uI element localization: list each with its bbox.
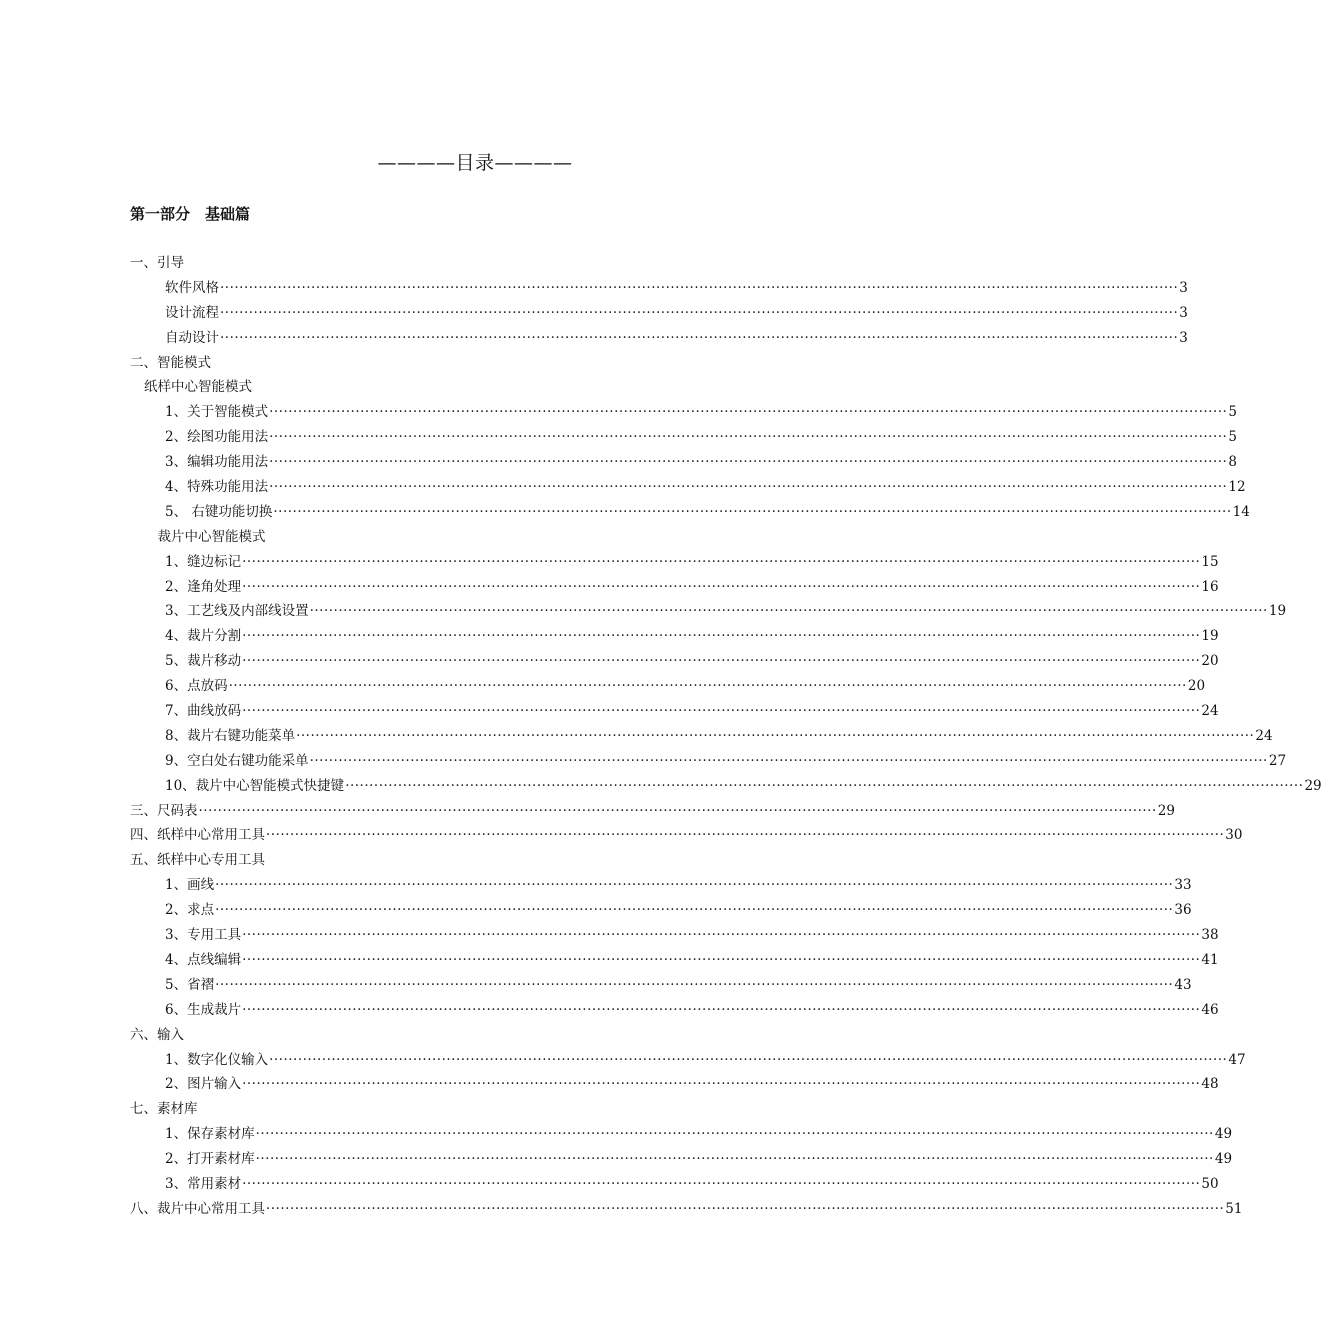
toc-entry-label: 2、打开素材库 — [165, 1151, 255, 1168]
toc-entry[interactable] — [0, 326, 1188, 351]
toc-page-number: 16 — [1201, 578, 1219, 595]
toc-page-number: 19 — [1201, 628, 1219, 645]
toc-page-number: 36 — [1174, 902, 1192, 919]
toc-leader-dots: ········································································································································································································ — [242, 1001, 1201, 1018]
toc-leader-dots: ········································································································································································································ — [198, 802, 1157, 819]
toc-leader-dots: ········································································································································································································ — [242, 553, 1201, 570]
toc-entry[interactable] — [0, 649, 1219, 674]
toc-leader-dots: ········································································································································································································ — [242, 951, 1201, 968]
toc-page-number: 8 — [1228, 454, 1237, 471]
toc-page-number: 29 — [1157, 802, 1175, 819]
toc-page-number: 47 — [1228, 1051, 1246, 1068]
toc-page-number: 33 — [1174, 877, 1192, 894]
toc-entry-label: 二、智能模式 — [130, 354, 211, 371]
toc-leader-dots: ········································································································································································································ — [345, 777, 1304, 794]
toc-leader-dots: ········································································································································································································ — [215, 976, 1174, 993]
toc-heading — [0, 525, 950, 550]
toc-leader-dots: ········································································································································································································ — [242, 653, 1201, 670]
toc-entry-label: 2、求点 — [165, 902, 215, 919]
toc-page-number: 48 — [1201, 1076, 1219, 1093]
toc-entry-label: 1、关于智能模式 — [165, 404, 269, 421]
toc-leader-dots: ········································································································································································································ — [242, 1175, 1201, 1192]
toc-entry[interactable] — [0, 550, 1219, 575]
toc-page-number: 43 — [1174, 976, 1192, 993]
toc-entry-label: 3、常用素材 — [165, 1175, 242, 1192]
toc-page-number: 50 — [1201, 1175, 1219, 1192]
toc-entry-label: 7、曲线放码 — [165, 703, 242, 720]
table-of-contents — [0, 251, 1322, 1222]
toc-leader-dots: ········································································································································································································ — [269, 1051, 1228, 1068]
toc-page-number: 3 — [1179, 279, 1188, 296]
toc-leader-dots: ········································································································································································································ — [269, 454, 1228, 471]
toc-entry-label: 3、工艺线及内部线设置 — [165, 603, 309, 620]
toc-entry[interactable] — [0, 1072, 1219, 1097]
toc-leader-dots: ········································································································································································································ — [215, 877, 1174, 894]
toc-leader-dots: ········································································································································································································ — [269, 429, 1228, 446]
toc-leader-dots: ········································································································································································································ — [228, 678, 1187, 695]
toc-leader-dots: ········································································································································································································ — [296, 727, 1255, 744]
toc-page-number: 20 — [1201, 653, 1219, 670]
toc-entry[interactable] — [0, 774, 1322, 799]
toc-heading — [0, 251, 950, 276]
toc-page-number: 15 — [1201, 553, 1219, 570]
toc-entry[interactable] — [0, 1122, 1233, 1147]
toc-entry[interactable] — [0, 400, 1237, 425]
toc-page-number: 24 — [1255, 727, 1273, 744]
toc-heading — [0, 1097, 950, 1122]
toc-leader-dots: ········································································································································································································ — [242, 628, 1201, 645]
toc-entry-label: 2、图片输入 — [165, 1076, 242, 1093]
toc-entry[interactable] — [0, 1048, 1246, 1073]
toc-entry-label: 4、点线编辑 — [165, 951, 242, 968]
toc-entry[interactable] — [0, 898, 1192, 923]
toc-page-number: 51 — [1225, 1200, 1243, 1217]
toc-leader-dots: ········································································································································································································ — [309, 752, 1268, 769]
toc-leader-dots: ········································································································································································································ — [266, 827, 1225, 844]
toc-page-number: 12 — [1228, 479, 1246, 496]
toc-entry-label: 纸样中心智能模式 — [144, 379, 252, 396]
toc-entry-label: 4、裁片分割 — [165, 628, 242, 645]
toc-leader-dots: ········································································································································································································ — [220, 304, 1179, 321]
toc-entry[interactable] — [0, 923, 1219, 948]
toc-entry-label: 6、生成裁片 — [165, 1001, 242, 1018]
toc-leader-dots: ········································································································································································································ — [215, 902, 1174, 919]
toc-entry[interactable] — [0, 276, 1188, 301]
toc-entry-label: 一、引导 — [130, 255, 184, 271]
toc-leader-dots: ········································································································································································································ — [242, 703, 1201, 720]
toc-entry-label: 1、画线 — [165, 877, 215, 894]
toc-entry[interactable] — [0, 301, 1188, 326]
toc-entry-label: 八、裁片中心常用工具 — [130, 1200, 265, 1217]
toc-page-number: 46 — [1201, 1001, 1219, 1018]
toc-leader-dots: ········································································································································································································ — [255, 1151, 1214, 1168]
toc-entry-label: 3、专用工具 — [165, 927, 242, 944]
toc-entry-label: 六、输入 — [130, 1026, 184, 1043]
toc-page-number: 3 — [1179, 304, 1188, 321]
toc-page-number: 19 — [1268, 603, 1287, 620]
toc-entry-label: 裁片中心智能模式 — [144, 528, 266, 545]
toc-page-number: 49 — [1214, 1151, 1233, 1168]
toc-leader-dots: ········································································································································································································ — [242, 927, 1201, 944]
toc-entry-label: 三、尺码表 — [130, 802, 198, 819]
toc-leader-dots: ········································································································································································································ — [266, 1200, 1225, 1217]
toc-entry[interactable] — [0, 575, 1219, 600]
toc-entry-label: 6、点放码 — [165, 678, 228, 695]
toc-page-number: 27 — [1268, 752, 1287, 769]
toc-leader-dots: ········································································································································································································ — [255, 1126, 1214, 1143]
toc-entry-label: 设计流程 — [165, 304, 219, 321]
toc-entry-label: 七、素材库 — [130, 1101, 198, 1118]
toc-page-number: 24 — [1201, 703, 1219, 720]
toc-entry-label: 软件风格 — [165, 279, 219, 296]
toc-entry[interactable] — [0, 948, 1219, 973]
toc-entry[interactable] — [0, 624, 1219, 649]
toc-entry[interactable] — [0, 1147, 1233, 1172]
toc-leader-dots: ········································································································································································································ — [220, 329, 1179, 346]
toc-entry-label: 自动设计 — [165, 329, 219, 346]
toc-entry-label: 五、纸样中心专用工具 — [130, 852, 265, 869]
toc-entry-label: 2、绘图功能用法 — [165, 429, 269, 446]
toc-leader-dots: ········································································································································································································ — [269, 479, 1228, 496]
toc-entry[interactable] — [0, 724, 1273, 749]
toc-entry[interactable] — [0, 1197, 1243, 1222]
toc-heading — [0, 375, 950, 400]
toc-entry[interactable] — [0, 425, 1237, 450]
toc-page-number: 5 — [1228, 404, 1237, 421]
toc-entry[interactable] — [0, 1172, 1219, 1197]
toc-page-number: 3 — [1179, 329, 1188, 346]
toc-entry-label: 4、特殊功能用法 — [165, 479, 269, 496]
toc-entry-label: 10、裁片中心智能模式快捷键 — [165, 777, 345, 794]
toc-page-number: 5 — [1228, 429, 1237, 446]
toc-leader-dots: ········································································································································································································ — [242, 578, 1201, 595]
toc-heading — [0, 848, 950, 873]
toc-entry[interactable] — [0, 599, 1287, 624]
toc-page-number: 38 — [1201, 927, 1219, 944]
toc-entry-label: 9、空白处右键功能采单 — [165, 752, 309, 769]
toc-entry[interactable] — [0, 873, 1192, 898]
toc-entry[interactable] — [0, 749, 1287, 774]
toc-page-number: 14 — [1232, 503, 1250, 520]
toc-page-number: 41 — [1201, 951, 1219, 968]
toc-heading — [0, 1023, 950, 1048]
toc-leader-dots: ········································································································································································································ — [242, 1076, 1201, 1093]
toc-leader-dots: ········································································································································································································ — [309, 603, 1268, 620]
toc-entry[interactable] — [0, 973, 1192, 998]
toc-heading — [0, 351, 950, 376]
toc-leader-dots: ········································································································································································································ — [220, 279, 1179, 296]
toc-page-number: 30 — [1225, 827, 1243, 844]
toc-entry-label: 8、裁片右键功能菜单 — [165, 727, 296, 744]
toc-page-number: 29 — [1304, 777, 1322, 794]
toc-entry[interactable] — [0, 699, 1219, 724]
toc-entry[interactable] — [0, 674, 1206, 699]
toc-entry[interactable] — [0, 500, 1250, 525]
toc-entry-label: 5、裁片移动 — [165, 653, 242, 670]
toc-page-number: 20 — [1187, 678, 1206, 695]
toc-entry[interactable] — [0, 475, 1246, 500]
toc-entry-label: 1、保存素材库 — [165, 1126, 255, 1143]
toc-entry[interactable] — [0, 799, 1175, 824]
toc-leader-dots: ········································································································································································································ — [273, 503, 1232, 520]
toc-entry-label: 5、省褶 — [165, 976, 215, 993]
toc-leader-dots: ········································································································································································································ — [269, 404, 1228, 421]
toc-entry-label: 四、纸样中心常用工具 — [130, 827, 265, 844]
toc-entry-label: 2、逢角处理 — [165, 578, 242, 595]
toc-title: ————目录———— — [377, 152, 573, 174]
toc-entry[interactable] — [0, 450, 1237, 475]
toc-page-number: 49 — [1214, 1126, 1233, 1143]
toc-entry[interactable] — [0, 823, 1243, 848]
toc-entry-label: 3、编辑功能用法 — [165, 454, 269, 471]
toc-entry-label: 1、数字化仪输入 — [165, 1051, 269, 1068]
toc-entry-label: 1、缝边标记 — [165, 553, 242, 570]
toc-entry-label: 5、 右键功能切换 — [165, 503, 273, 520]
part-title: 第一部分 基础篇 — [130, 205, 251, 223]
toc-entry[interactable] — [0, 998, 1219, 1023]
